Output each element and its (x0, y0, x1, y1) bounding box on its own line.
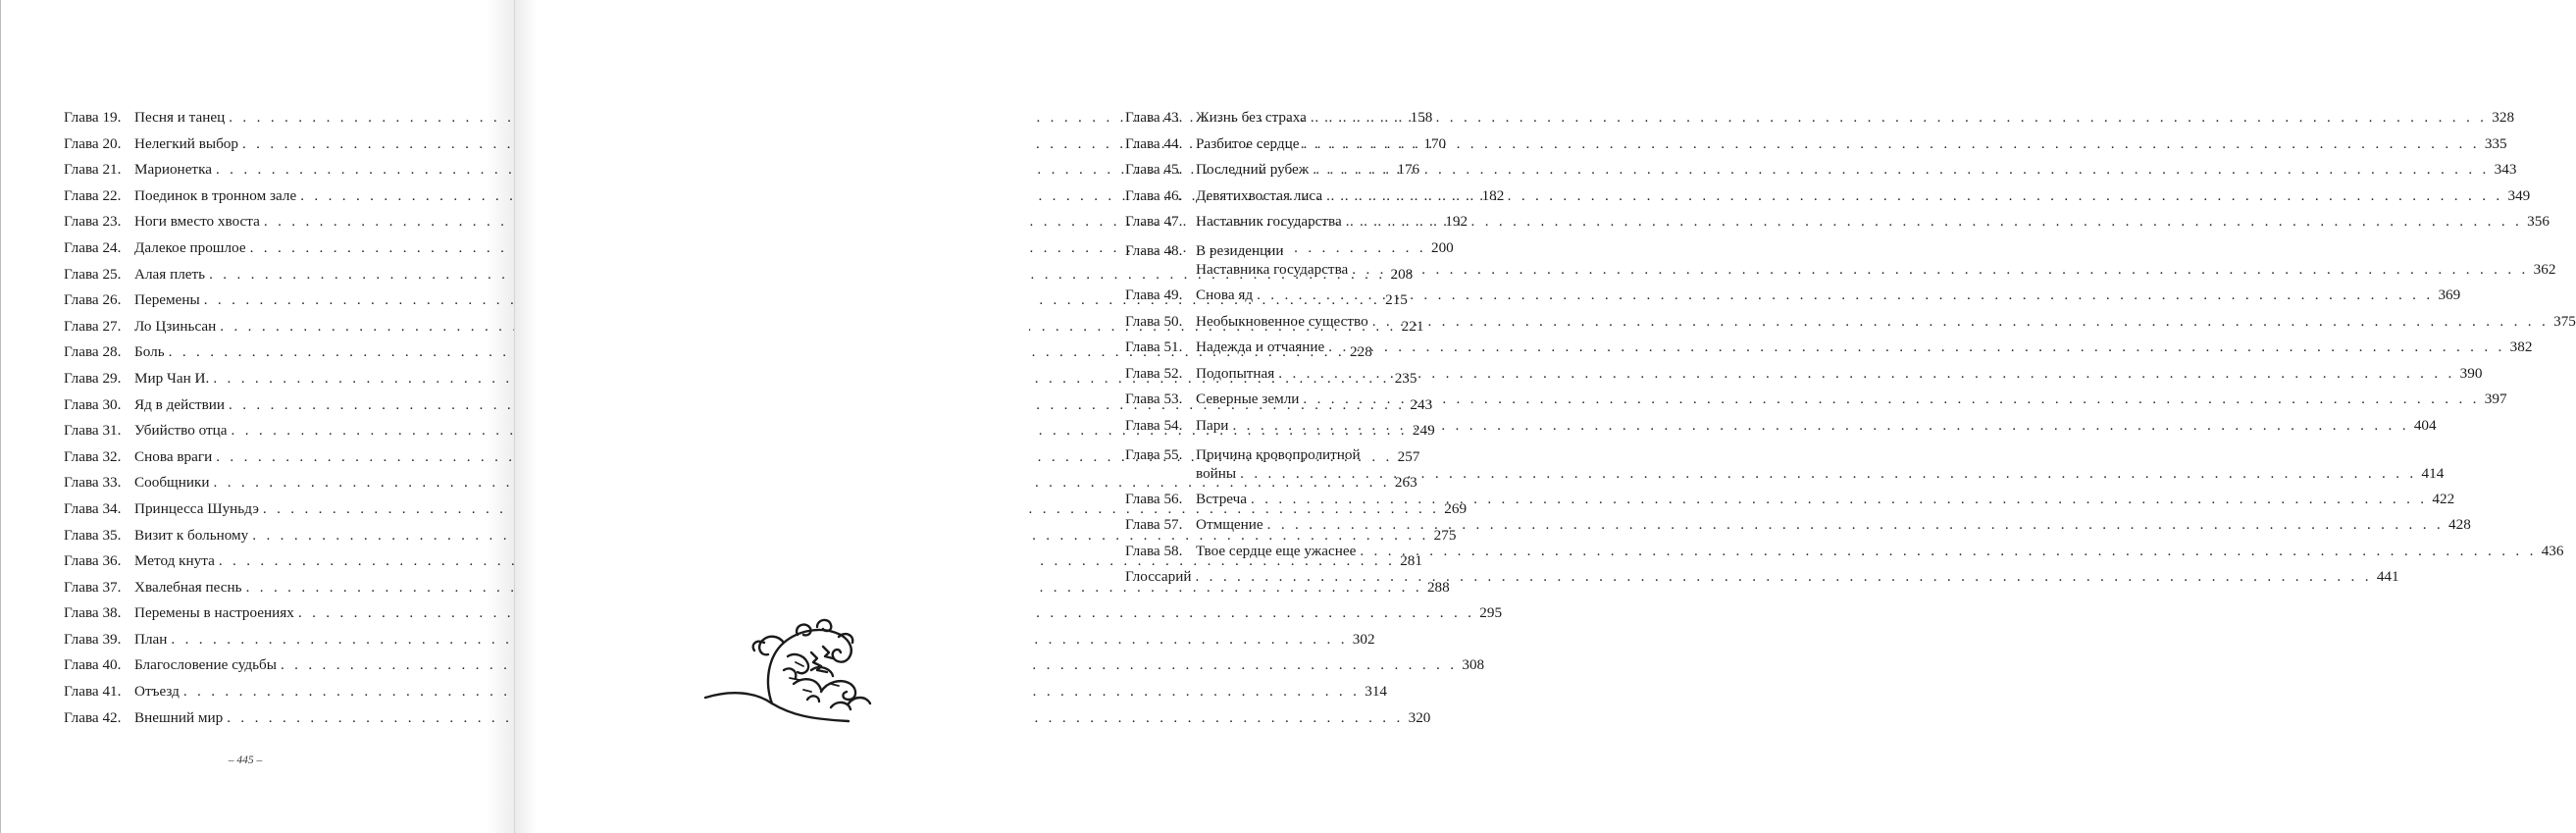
chapter-title: Последний рубеж (1196, 161, 1310, 179)
page-reference: 375 (2553, 312, 2576, 330)
chapter-number: Глава 46. (1125, 186, 1183, 204)
chapter-number: Глава 47. (1125, 213, 1183, 231)
chapter-number: Глава 51. (1125, 338, 1183, 356)
chapter-title-block (134, 600, 1503, 627)
chapter-title: Алая плеть (134, 265, 206, 283)
chapter-title: Причина кровопролитной (1196, 445, 1361, 463)
page-reference: 281 (1400, 552, 1422, 570)
chapter-title: Визит к больному (134, 526, 249, 544)
toc-entry (64, 705, 1431, 732)
chapter-number: Глава 54. (1125, 416, 1183, 434)
chapter-title-block (134, 652, 1485, 679)
chapter-number: Глава 57. (1125, 516, 1183, 534)
page-reference: 397 (2484, 390, 2507, 408)
chapter-title-line2: Наставника государства (1196, 260, 1349, 278)
chapter-title: Ло Цзиньсан (134, 317, 217, 335)
chapter-number: Глава 28. (64, 343, 122, 361)
chapter-title: Перемены (134, 291, 200, 309)
page-reference: 422 (2432, 490, 2455, 507)
glossary-title: Глоссарий (1125, 568, 1192, 586)
chapter-number: Глава 38. (64, 604, 122, 622)
toc-entry (64, 600, 1503, 627)
leader-dots (1278, 361, 2454, 388)
page-reference: 369 (2438, 286, 2461, 303)
page-reference: 314 (1365, 683, 1387, 701)
toc-entry (1125, 539, 2564, 565)
chapter-title: Твое сердце еще ужаснее (1196, 542, 1357, 559)
chapter-number: Глава 43. (1125, 109, 1183, 126)
chapter-title: Песня и танец (134, 109, 226, 126)
chapter-title: Снова яд (1196, 286, 1254, 303)
chapter-title: Подопытная (1196, 364, 1275, 382)
chapter-title-block (1196, 387, 2507, 413)
chapter-title: Надежда и отчаяние (1196, 338, 1325, 356)
chapter-title-line2: войны (1196, 464, 1237, 482)
chapter-number: Глава 21. (64, 161, 122, 179)
page-reference: 320 (1408, 708, 1431, 726)
page-reference: 343 (2494, 161, 2517, 179)
chapter-title-block (1196, 157, 2517, 183)
page-reference: 221 (1401, 317, 1424, 335)
chapter-number: Глава 37. (64, 578, 122, 596)
toc-entry (64, 627, 1375, 653)
chapter-number: Глава 34. (64, 499, 122, 517)
toc-entry (1125, 283, 2461, 309)
chapter-title-block (1196, 309, 2576, 336)
toc-entry (1125, 487, 2455, 513)
chapter-title: Ноги вместо хвоста (134, 213, 260, 231)
chapter-title: Северные земли (1196, 390, 1300, 408)
page-reference: 436 (2541, 542, 2564, 559)
chapter-title: Яд в действии (134, 395, 226, 413)
chapter-title: Разбитое сердце (1196, 134, 1300, 152)
toc-entry (1125, 131, 2507, 158)
leader-dots (1352, 260, 2528, 279)
chapter-title-block (1196, 131, 2507, 158)
page-reference: 302 (1352, 630, 1375, 648)
page-reference: 308 (1462, 656, 1485, 674)
toc-entry (1125, 157, 2517, 183)
chapter-title: Марионетка (134, 161, 212, 179)
chapter-number: Глава 31. (64, 422, 122, 440)
page-reference: 441 (2376, 568, 2399, 586)
chapter-title-block (1196, 413, 2437, 440)
toc-entry (1125, 105, 2515, 131)
chapter-title: Нелегкий выбор (134, 134, 238, 152)
leader-dots (1360, 539, 2536, 565)
page-reference: 428 (2448, 516, 2471, 534)
chapter-title-block (1196, 487, 2455, 513)
chapter-title: Наставник государства (1196, 213, 1342, 231)
leader-dots (1195, 564, 2371, 591)
page-reference: 288 (1426, 578, 1450, 596)
chapter-number: Глава 39. (64, 630, 122, 648)
chapter-number: Глава 22. (64, 186, 122, 204)
chapter-title: Отъезд (134, 683, 180, 701)
chapter-title: Девятихвостая лиса (1196, 186, 1323, 204)
page-number: – 445 – (228, 755, 263, 766)
page-reference: 249 (1412, 422, 1435, 440)
page-reference: 263 (1394, 474, 1417, 492)
chapter-title-block (1196, 283, 2461, 309)
chapter-title: Хвалебная песнь (134, 578, 242, 596)
page-reference: 200 (1430, 238, 1454, 256)
toc-entry (1125, 387, 2507, 413)
chapter-number: Глава 55. (1125, 445, 1183, 463)
chapter-number: Глава 19. (64, 109, 122, 126)
leader-dots (1251, 487, 2427, 513)
chapter-title-block (1196, 512, 2471, 539)
leader-dots (1303, 131, 2479, 158)
chapter-title-block (1196, 335, 2533, 361)
page-reference: 356 (2527, 213, 2550, 231)
chapter-title: Жизнь без страха (1196, 109, 1307, 126)
leader-dots (1311, 105, 2487, 131)
chapter-title-block (1196, 361, 2483, 388)
leader-dots (1257, 283, 2433, 309)
chapter-number: Глава 33. (64, 474, 122, 492)
chapter-number: Глава 24. (64, 238, 122, 256)
great-wave-icon (701, 613, 878, 731)
leader-dots (1303, 387, 2479, 413)
page-reference: 404 (2413, 416, 2437, 434)
page-reference: 158 (1410, 109, 1433, 126)
chapter-title: Необыкновенное существо (1196, 312, 1368, 330)
page-reference: 235 (1394, 369, 1417, 387)
chapter-title-block (134, 627, 1375, 653)
page-reference: 228 (1350, 343, 1372, 361)
chapter-title-block (1196, 241, 2556, 279)
page-reference: 182 (1481, 186, 1505, 204)
chapter-number: Глава 27. (64, 317, 122, 335)
page-reference: 390 (2459, 364, 2483, 382)
chapter-number: Глава 26. (64, 291, 122, 309)
page-reference: 382 (2509, 338, 2533, 356)
chapter-title: Снова враги (134, 447, 213, 465)
chapter-title-block (134, 679, 1387, 705)
toc-entry (1125, 209, 2550, 235)
chapter-number: Глава 20. (64, 134, 122, 152)
page-reference: 176 (1397, 161, 1420, 179)
chapter-title: Сообщники (134, 474, 210, 492)
page-reference: 170 (1423, 134, 1447, 152)
toc-entry (1125, 440, 2445, 487)
toc-entry (1125, 361, 2483, 388)
toc-entry (64, 652, 1485, 679)
page-reference: 275 (1433, 526, 1457, 544)
chapter-number: Глава 23. (64, 213, 122, 231)
chapter-title: Отмщение (1196, 516, 1263, 534)
chapter-title: Далекое прошлое (134, 238, 246, 256)
chapter-title-block (1196, 445, 2445, 483)
page-reference: 243 (1410, 395, 1433, 413)
toc-entry (1125, 413, 2437, 440)
chapter-title: Благословение судьбы (134, 656, 277, 674)
chapter-title: Внешний мир (134, 708, 224, 726)
chapter-title: Поединок в тронном зале (134, 186, 297, 204)
chapter-number: Глава 50. (1125, 312, 1183, 330)
page-reference: 295 (1479, 604, 1503, 622)
chapter-number: Глава 29. (64, 369, 122, 387)
leader-dots (1313, 157, 2489, 183)
chapter-number: Глава 30. (64, 395, 122, 413)
page-reference: 215 (1385, 291, 1408, 309)
chapter-title-block (1196, 209, 2550, 235)
page-reference: 328 (2492, 109, 2515, 126)
page-reference: 192 (1445, 213, 1468, 231)
toc-entry (1125, 512, 2471, 539)
chapter-number: Глава 41. (64, 683, 122, 701)
chapter-number: Глава 52. (1125, 364, 1183, 382)
chapter-number: Глава 45. (1125, 161, 1183, 179)
chapter-number: Глава 25. (64, 265, 122, 283)
chapter-number: Глава 49. (1125, 286, 1183, 303)
chapter-number: Глава 58. (1125, 542, 1183, 559)
chapter-title: Убийство отца (134, 422, 228, 440)
chapter-title-continued (1196, 464, 2445, 483)
page-reference: 349 (2507, 186, 2531, 204)
chapter-title: Перемены в настроениях (134, 604, 294, 622)
chapter-number: Глава 35. (64, 526, 122, 544)
chapter-title-block (134, 705, 1431, 732)
chapter-title: План (134, 630, 168, 648)
chapter-number: Глава 40. (64, 656, 122, 674)
chapter-title-block (1196, 105, 2515, 131)
chapter-title: Боль (134, 343, 165, 361)
chapter-number: Глава 44. (1125, 134, 1183, 152)
leader-dots (1267, 512, 2444, 539)
leader-dots (1372, 309, 2549, 336)
leader-dots (1328, 335, 2504, 361)
page-reference: 335 (2484, 134, 2507, 152)
page-reference: 414 (2421, 464, 2445, 482)
chapter-title: Пари (1196, 416, 1229, 434)
chapter-title: Встреча (1196, 490, 1248, 507)
page-reference: 362 (2533, 260, 2556, 278)
page-reference: 269 (1444, 499, 1468, 517)
page-reference: 257 (1397, 447, 1420, 465)
chapter-number: Глава 42. (64, 708, 122, 726)
chapter-title: В резиденции (1196, 241, 1284, 259)
chapter-number: Глава 48. (1125, 241, 1183, 259)
page-reference: 208 (1390, 265, 1414, 283)
leader-dots (1326, 183, 2502, 210)
chapter-title: Метод кнута (134, 552, 215, 570)
chapter-number: Глава 32. (64, 447, 122, 465)
leader-dots (1240, 464, 2416, 483)
chapter-title-block (1196, 539, 2564, 565)
chapter-title: Принцесса Шуньдэ (134, 499, 259, 517)
leader-dots (1346, 209, 2522, 235)
chapter-title-continued (1196, 260, 2556, 279)
toc-entry (64, 679, 1387, 705)
toc-entry (1125, 309, 2576, 336)
toc-entry (1125, 335, 2533, 361)
chapter-title: Мир Чан И. (134, 369, 210, 387)
toc-entry (1125, 235, 2556, 283)
chapter-number: Глава 53. (1125, 390, 1183, 408)
glossary-block (1125, 564, 2399, 591)
chapter-number: Глава 56. (1125, 490, 1183, 507)
leader-dots (1232, 413, 2408, 440)
chapter-number: Глава 36. (64, 552, 122, 570)
toc-entry-glossary (1125, 564, 2399, 591)
